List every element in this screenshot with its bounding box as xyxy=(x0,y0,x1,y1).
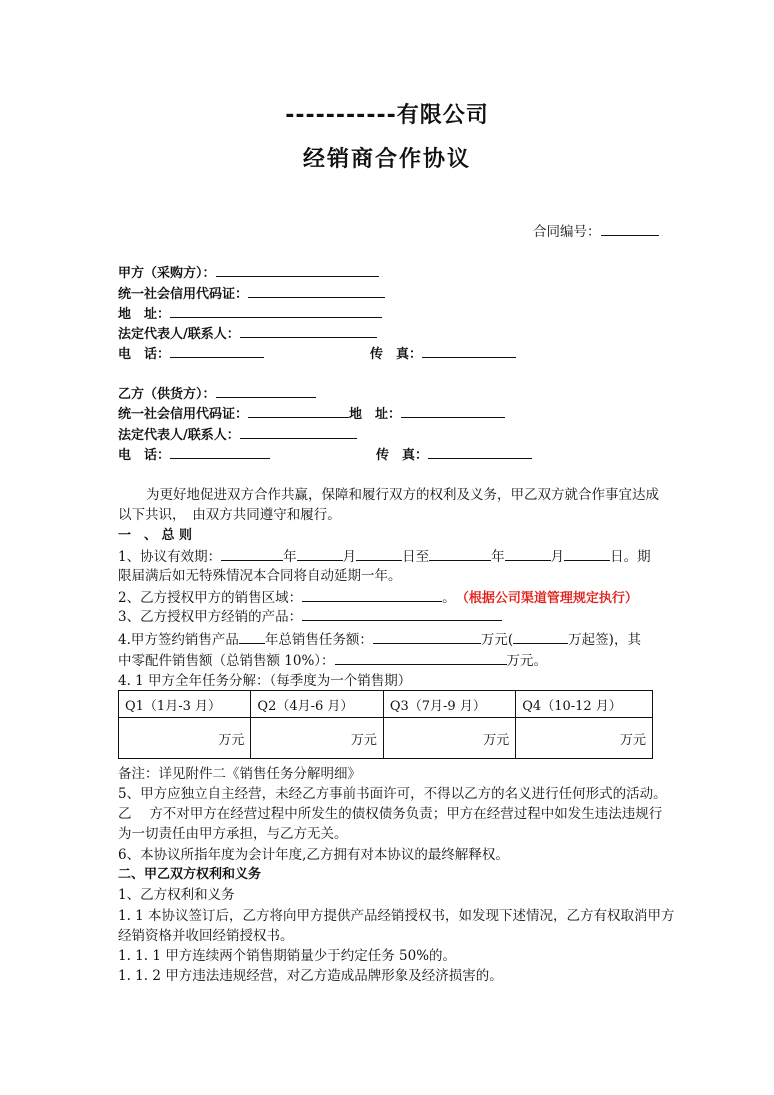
target-year-blank[interactable] xyxy=(239,630,265,644)
party-b-name-label: 乙方（供货方）： xyxy=(118,387,216,402)
table-row xyxy=(119,718,653,759)
company-name: -----------有限公司 xyxy=(285,103,489,128)
item1-month2-text: 月 xyxy=(550,549,565,565)
party-a-name xyxy=(118,263,379,283)
item2-label: 2、乙方授权甲方的销售区域： xyxy=(118,590,303,606)
party-b-phone xyxy=(118,445,270,465)
parts-target-blank[interactable] xyxy=(335,651,507,665)
party-a-rep xyxy=(118,324,377,344)
p112: 1. 1. 2 甲方违法违规经营，对乙方造成品牌形象及经济损害的。 xyxy=(118,968,503,984)
party-a-fax-blank[interactable] xyxy=(422,344,516,358)
quarter-header-q4: Q4（10-12 月） xyxy=(516,691,653,718)
remark: 备注：详见附件二《销售任务分解明细》 xyxy=(118,766,361,782)
item2-end-text: 。 xyxy=(442,590,449,606)
minimum-sign-blank[interactable] xyxy=(513,630,568,644)
party-a-name-blank[interactable] xyxy=(216,263,379,277)
party-b-credit xyxy=(118,404,505,424)
item3-label: 3、乙方授权甲方经销的产品： xyxy=(118,609,303,625)
parts-unit-text: 万元。 xyxy=(506,653,548,669)
party-a-fax xyxy=(370,344,516,364)
parts-label: 中零配件销售额（总销售额 10%）： xyxy=(118,653,335,669)
item4-label: 4.甲方签约销售产品 xyxy=(118,632,239,648)
party-a-credit-label: 统一社会信用代码证： xyxy=(118,287,249,302)
section1-heading: 一 、 总 则 xyxy=(118,528,193,543)
item41-quarter-breakdown: 4. 1 甲方全年任务分解：（每季度为一个销售期） xyxy=(118,673,412,689)
section2-heading: 二、甲乙双方权利和义务 xyxy=(118,867,262,882)
party-a-phone xyxy=(118,344,264,364)
item1-label: 1、协议有效期： xyxy=(118,549,222,565)
item5-line-2: 乙 方不对甲方在经营过程中所发生的债权债务负责；甲方在经营过程中如发生违法违规行 xyxy=(118,806,663,822)
item4-parts-target xyxy=(118,651,547,670)
party-b-address-blank[interactable] xyxy=(401,404,505,418)
quarter-value-q4[interactable]: 万元 xyxy=(516,718,653,759)
contract-number-blank[interactable] xyxy=(601,222,659,236)
party-a-name-label: 甲方（采购方）： xyxy=(118,266,216,281)
start-month-blank[interactable] xyxy=(297,547,343,561)
party-a-rep-blank[interactable] xyxy=(240,324,377,338)
party-a-phone-blank[interactable] xyxy=(170,344,264,358)
party-b-rep xyxy=(118,425,357,445)
item5-line-1: 5、甲方应独立自主经营，未经乙方事前书面许可，不得以乙方的名义进行任何形式的活动。 xyxy=(118,786,667,802)
party-b-phone-label: 电 话： xyxy=(118,448,171,463)
intro-line-2: 以下共识， 由双方共同遵守和履行。 xyxy=(118,507,341,523)
party-b-phone-blank[interactable] xyxy=(170,445,270,459)
end-year-blank[interactable] xyxy=(429,547,491,561)
contract-number-label: 合同编号： xyxy=(533,224,601,240)
party-b-name xyxy=(118,384,316,404)
party-b-rep-blank[interactable] xyxy=(240,425,357,439)
item1-day1-text: 日至 xyxy=(402,549,430,565)
party-a-address-label: 地 址： xyxy=(118,307,171,322)
party-a-rep-label: 法定代表人/联系人： xyxy=(118,327,240,342)
item1-extension: 限届满后如无特殊情况本合同将自动延期一年。 xyxy=(118,568,402,584)
party-a-address xyxy=(118,304,382,324)
channel-rule-note: （根据公司渠道管理规定执行） xyxy=(462,591,638,606)
party-a-credit-blank[interactable] xyxy=(248,284,385,298)
item6: 6、本协议所指年度为会计年度,乙方拥有对本协议的最终解释权。 xyxy=(118,847,509,863)
item4-unit-text: 万元( xyxy=(480,632,514,648)
party-b-fax-label: 传 真： xyxy=(376,448,429,463)
quarter-value-q2[interactable]: 万元 xyxy=(251,718,383,759)
item1-month1-text: 月 xyxy=(342,549,357,565)
start-year-blank[interactable] xyxy=(221,547,283,561)
item1-day2-text: 日。期 xyxy=(610,549,651,565)
item3-products xyxy=(118,607,502,626)
quarter-header-q2: Q2（4月-6 月） xyxy=(251,691,383,718)
party-a-phone-label: 电 话： xyxy=(118,347,171,362)
contract-number xyxy=(533,222,659,241)
party-b-name-blank[interactable] xyxy=(216,384,316,398)
p111: 1. 1. 1 甲方连续两个销售期销量少于约定任务 50%的。 xyxy=(118,948,457,964)
party-b-credit-label: 统一社会信用代码证： xyxy=(118,407,249,422)
party-a-fax-label: 传 真： xyxy=(370,347,423,362)
item1-year2-text: 年 xyxy=(491,549,505,565)
end-day-blank[interactable] xyxy=(564,547,610,561)
item4-total-label: 年总销售任务额： xyxy=(264,632,373,648)
document-title: 经销商合作协议 xyxy=(302,147,471,172)
item1-year1-text: 年 xyxy=(283,549,297,565)
party-b-credit-blank[interactable] xyxy=(248,404,349,418)
party-b-address-label: 地 址： xyxy=(349,407,402,422)
quarter-value-q3[interactable]: 万元 xyxy=(383,718,515,759)
quarter-target-table xyxy=(118,690,653,759)
total-target-blank[interactable] xyxy=(373,630,481,644)
end-month-blank[interactable] xyxy=(505,547,551,561)
party-a-credit xyxy=(118,284,385,304)
section2-sub1: 1、乙方权利和义务 xyxy=(118,887,235,903)
quarter-value-q1[interactable]: 万元 xyxy=(119,718,251,759)
p11-line-1: 1. 1 本协议签订后，乙方将向甲方提供产品经销授权书，如发现下述情况，乙方有权取消甲方 xyxy=(118,908,675,924)
party-a-address-blank[interactable] xyxy=(170,304,382,318)
intro-line-1: 为更好地促进双方合作共赢，保障和履行双方的权利及义务，甲乙双方就合作事宜达成 xyxy=(146,487,659,503)
item1-validity xyxy=(118,547,651,566)
party-b-fax-blank[interactable] xyxy=(428,445,532,459)
item4-sales-target xyxy=(118,630,641,649)
item4-minimum-text: 万起签)，其 xyxy=(568,632,641,648)
party-b-fax xyxy=(376,445,532,465)
p11-line-2: 经销资格并收回经销授权书。 xyxy=(118,928,294,944)
sales-area-blank[interactable] xyxy=(302,588,442,602)
quarter-header-q3: Q3（7月-9 月） xyxy=(383,691,515,718)
quarter-header-q1: Q1（1月-3 月） xyxy=(119,691,251,718)
start-day-blank[interactable] xyxy=(356,547,402,561)
party-b-rep-label: 法定代表人/联系人： xyxy=(118,428,240,443)
products-blank[interactable] xyxy=(302,607,502,621)
item2-sales-area xyxy=(118,588,638,608)
table-row xyxy=(119,691,653,718)
item5-line-3: 为一切责任由甲方承担，与乙方无关。 xyxy=(118,826,348,842)
